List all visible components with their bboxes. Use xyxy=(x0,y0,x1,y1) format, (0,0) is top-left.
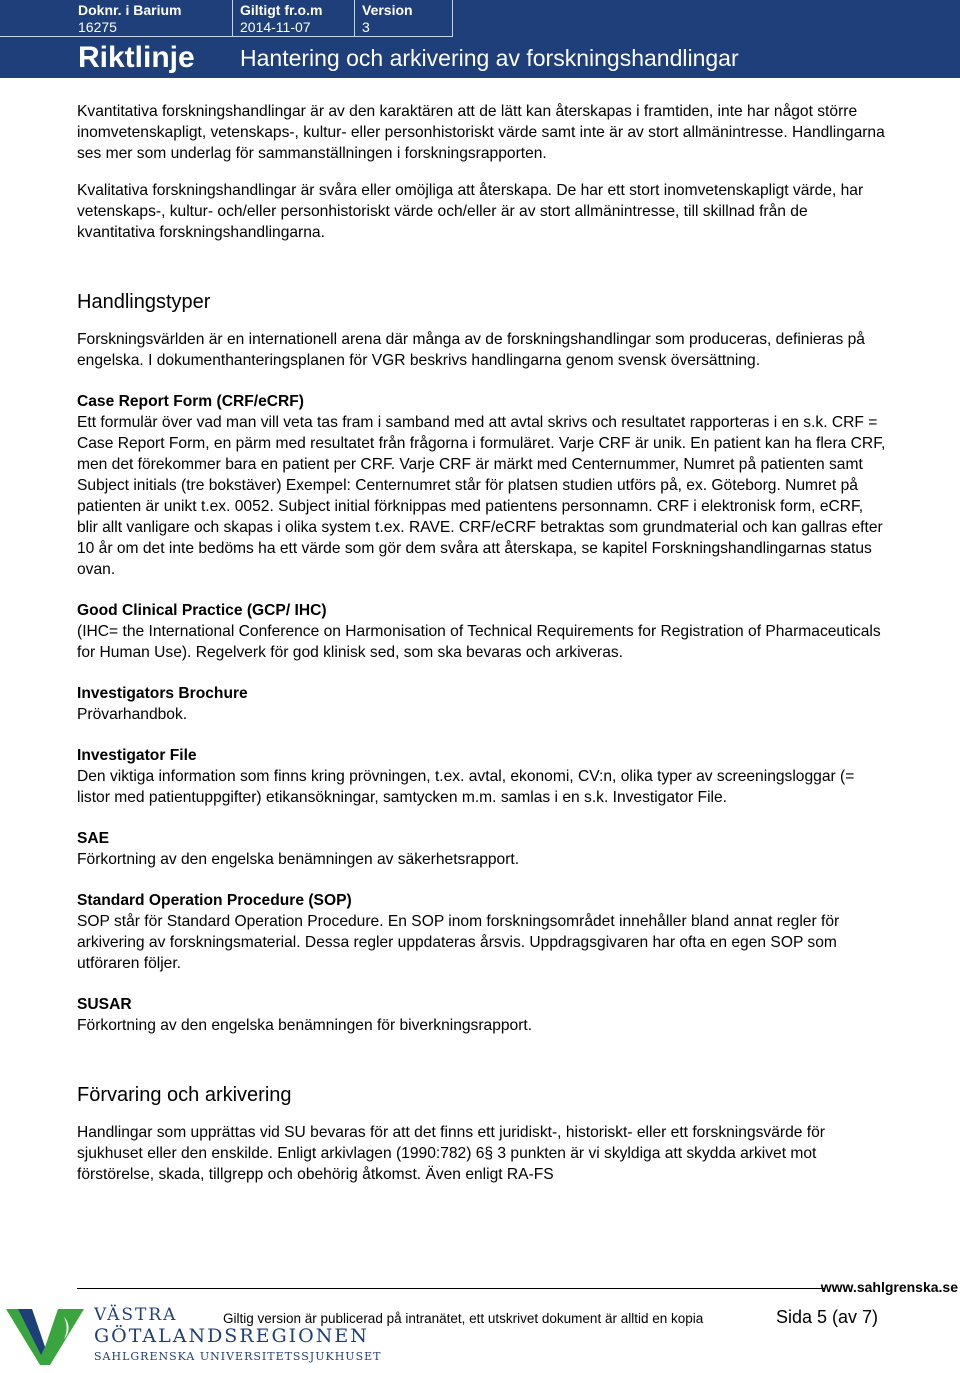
term-entry xyxy=(77,890,887,974)
docnr-label: Doknr. i Barium xyxy=(78,2,182,18)
page-number: Sida 5 (av 7) xyxy=(776,1307,879,1327)
term-entry xyxy=(77,828,887,870)
term-description: Prövarhandbok. xyxy=(77,706,188,723)
term-entry xyxy=(77,391,887,580)
section-handlingstyper xyxy=(77,289,887,1036)
logo-text-line2: GÖTALANDSREGIONEN xyxy=(94,1325,369,1347)
term-title: Case Report Form (CRF/eCRF) xyxy=(77,393,304,410)
term-title: Standard Operation Procedure (SOP) xyxy=(77,892,352,909)
footer-note: Giltig version är publicerad på intranätet, ett utskrivet dokument är alltid en kopia xyxy=(223,1311,704,1326)
document-body xyxy=(77,101,887,1185)
section-text: Handlingar som upprättas vid SU bevaras för att det finns ett juridiskt-, historiskt- eller ett forskningsvärde för sjukhuset eller den enskilde. Enligt arkivlagen (1990:782) 6§ 3 punkten är vi skyldiga att skydda arkivet mot förstörelse, skada, tillgrepp och obehörig åtkomst. Även enligt RA-FS xyxy=(77,1124,825,1183)
document-type: Riktlinje xyxy=(78,41,195,74)
term-description: Ett formulär över vad man vill veta tas fram i samband med att avtal skrivs och resultatet rapporteras i en s.k. CRF = Case Report Form, en pärm med resultatet från frågorna i formuläret. Varje CRF är unik. En patient kan ha flera CRF, men det förekommer bara en patient per CRF. Varje CRF är märkt med Centernummer, Numret på patienten samt Subject initials (tre bokstäver) Exempel: Centernumret står för platsen studien utförs på, ex. Göteborg. Numret på patienten är unikt t.ex. 0052. Subject initial förknippas med patientens personnamn. CRF i elektronisk form, eCRF, blir allt vanligare och skapas i olika system t.ex. RAVE. CRF/eCRF betraktas som grundmaterial och kan gallras efter 10 år om det inte bedöms ha ett värde som gör dem svåra att återskapa, se kapitel Forskningshandlingarnas status ovan. xyxy=(77,414,886,578)
term-title: Investigator File xyxy=(77,747,197,764)
section-heading: Handlingstyper xyxy=(77,291,211,313)
meta-divider xyxy=(232,0,233,36)
footer-website: www.sahlgrenska.se xyxy=(820,1279,958,1295)
section-heading: Förvaring och arkivering xyxy=(77,1084,292,1106)
term-title: SAE xyxy=(77,830,110,847)
logo-text-line3: SAHLGRENSKA UNIVERSITETSSJUKHUSET xyxy=(94,1350,382,1363)
term-entry xyxy=(77,683,887,725)
section-intro: Forskningsvärlden är en internationell arena där många av de forskningshandlingar som produceras, definieras på engelska. I dokumenthanteringsplanen för VGR beskrivs handlingarna genom svensk översättning. xyxy=(77,331,865,369)
document-title: Hantering och arkivering av forskningshandlingar xyxy=(240,45,739,71)
footer-rule xyxy=(77,1288,825,1289)
version-value: 3 xyxy=(362,19,370,35)
term-title: SUSAR xyxy=(77,996,132,1013)
term-entry xyxy=(77,994,887,1036)
vgr-emblem-icon xyxy=(4,1303,86,1369)
term-description: SOP står för Standard Operation Procedure. En SOP inom forskningsområdet innehåller bland annat regler för arkivering av forskningsmaterial. Dessa regler uppdateras årsvis. Uppdragsgivaren har ofta en egen SOP som utföraren följer. xyxy=(77,913,840,972)
term-description: (IHC= the International Conference on Harmonisation of Technical Requirements for Registration of Pharmaceuticals for Human Use). Regelverk för god klinisk sed, som ska bevaras och arkiveras. xyxy=(77,623,881,661)
intro-paragraph-quantitative: Kvantitativa forskningshandlingar är av den karaktären att de lätt kan återskapas i framtiden, inte har något större inomvetenskapligt, vetenskaps-, kultur- eller personhistoriskt värde samt inte är av stort allmänintresse. Handlingarna ses mer som underlag för sammanställningen i forskningsrapporten. xyxy=(77,103,885,162)
valid-from-value: 2014-11-07 xyxy=(240,19,311,35)
logo-text-line1: VÄSTRA xyxy=(94,1305,178,1325)
valid-from-label: Giltigt fr.o.m xyxy=(240,2,323,18)
document-meta-table xyxy=(0,0,453,37)
term-entry xyxy=(77,600,887,663)
version-label: Version xyxy=(362,2,413,18)
intro-paragraph-qualitative: Kvalitativa forskningshandlingar är svåra eller omöjliga att återskapa. De har ett stort inomvetenskapligt värde, har vetenskaps-, kultur- och/eller personhistoriskt värde och/eller är av stort allmänintresse, till skillnad från de kvantitativa forskningshandlingarna. xyxy=(77,182,864,241)
section-forvaring xyxy=(77,1082,887,1185)
term-description: Förkortning av den engelska benämningen för biverkningsrapport. xyxy=(77,1017,533,1034)
meta-divider xyxy=(354,0,355,36)
docnr-value: 16275 xyxy=(78,19,117,35)
term-description: Den viktiga information som finns kring prövningen, t.ex. avtal, ekonomi, CV:n, olika typer av screeningsloggar (= listor med patientuppgifter) etikansökningar, samtycken m.m. samlas i en s.k. Investigator File. xyxy=(77,768,855,806)
term-title: Good Clinical Practice (GCP/ IHC) xyxy=(77,602,327,619)
term-description: Förkortning av den engelska benämningen av säkerhetsrapport. xyxy=(77,851,520,868)
term-title: Investigators Brochure xyxy=(77,685,248,702)
term-entry xyxy=(77,745,887,808)
